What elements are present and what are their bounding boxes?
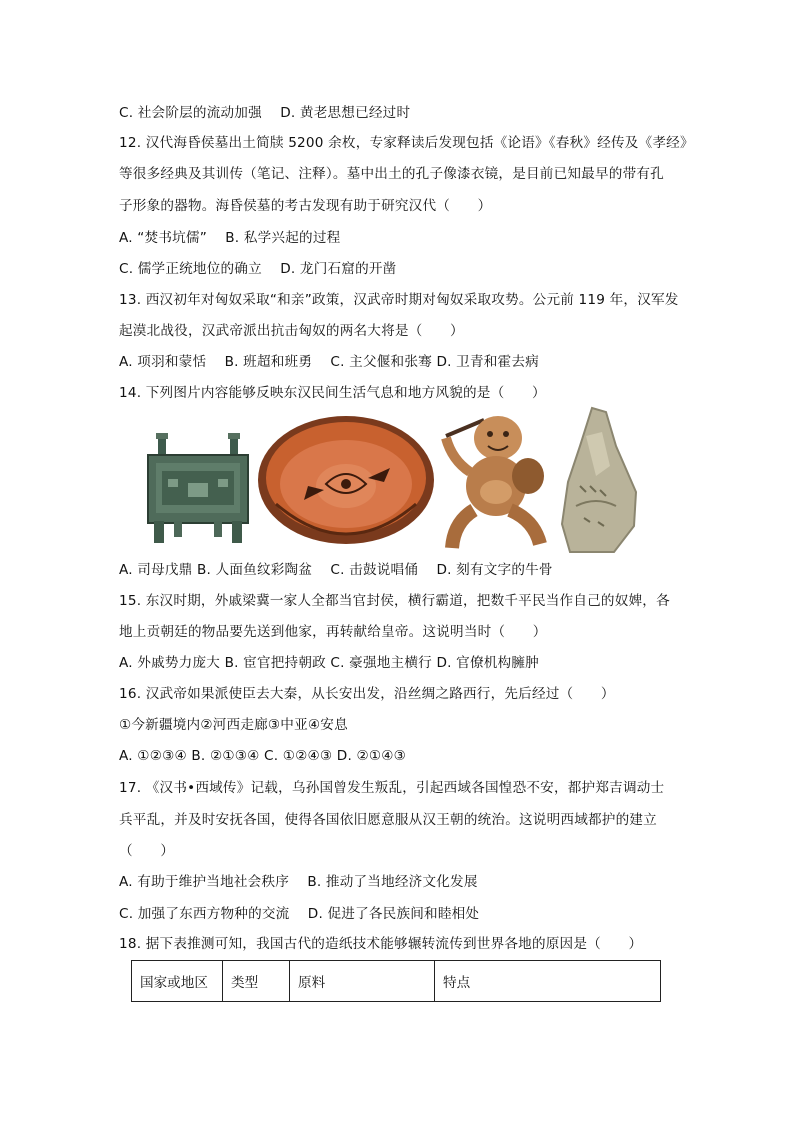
question-13-line-2: 起漠北战役，汉武帝派出抗击匈奴的两名大将是（ ） <box>119 323 464 339</box>
question-15-line-1: 15. 东汉时期，外戚梁冀一家人全都当官封侯，横行霸道，把数千平民当作自己的奴婢，各 <box>119 593 670 609</box>
question-17-line-3: （ ） <box>119 843 175 859</box>
question-17-line-1: 17. 《汉书•西域传》记载，乌孙国曾发生叛乱，引起西域各国惶恐不安，都护郑吉调动士 <box>119 780 665 796</box>
question-14-line-1: 14. 下列图片内容能够反映东汉民间生活气息和地方风貌的是（ ） <box>119 385 546 401</box>
inscribed-ox-bone-image <box>556 406 646 554</box>
table-header-cell: 特点 <box>435 961 661 1002</box>
question-13-options: A. 项羽和蒙恬 B. 班超和班勇 C. 主父偃和张骞 D. 卫青和霍去病 <box>119 354 539 370</box>
table-header-cell: 类型 <box>223 961 290 1002</box>
table-header-cell: 原料 <box>290 961 435 1002</box>
question-16-line-2: ①今新疆境内②河西走廊③中亚④安息 <box>119 717 348 733</box>
question-12-options-1: A. “焚书坑儒” B. 私学兴起的过程 <box>119 230 341 246</box>
question-12-options-2: C. 儒学正统地位的确立 D. 龙门石窟的开凿 <box>119 261 397 277</box>
question-17-line-2: 兵平乱，并及时安抚各国，使得各国依旧愿意服从汉王朝的统治。这说明西域都护的建立 <box>119 812 657 828</box>
question-16-options: A. ①②③④ B. ②①③④ C. ①②④③ D. ②①④③ <box>119 748 407 764</box>
question-12-line-3: 子形象的器物。海昏侯墓的考古发现有助于研究汉代（ ） <box>119 198 492 214</box>
question-14-images <box>138 406 658 556</box>
question-17-options-2: C. 加强了东西方物种的交流 D. 促进了各民族间和睦相处 <box>119 906 480 922</box>
table-header-cell: 国家或地区 <box>132 961 223 1002</box>
question-18-line-1: 18. 据下表推测可知，我国古代的造纸技术能够辗转流传到世界各地的原因是（ ） <box>119 936 643 952</box>
ding-vessel-image <box>144 431 252 543</box>
question-12-line-2: 等很多经典及其训传（笔记、注释）。墓中出土的孔子像漆衣镜，是目前已知最早的带有孔 <box>119 166 664 182</box>
question-14-options: A. 司母戊鼎 B. 人面鱼纹彩陶盆 C. 击鼓说唱俑 D. 刻有文字的牛骨 <box>119 562 553 578</box>
question-13-line-1: 13. 西汉初年对匈奴采取“和亲”政策，汉武帝时期对匈奴采取攻势。公元前 119 年，汉军发 <box>119 292 679 308</box>
drum-storyteller-figurine-image <box>440 410 550 556</box>
question-16-line-1: 16. 汉武帝如果派使臣去大秦，从长安出发，沿丝绸之路西行，先后经过（ ） <box>119 686 615 702</box>
painted-pottery-basin-image <box>256 414 436 554</box>
table-header-row <box>132 961 661 1002</box>
question-12-line-1: 12. 汉代海昏侯墓出土简牍 5200 余枚，专家释读后发现包括《论语》《春秋》经传及《孝经》 <box>119 135 694 151</box>
question-17-options-1: A. 有助于维护当地社会秩序 B. 推动了当地经济文化发展 <box>119 874 478 890</box>
question-18-table <box>131 960 661 1002</box>
question-15-line-2: 地上贡朝廷的物品要先送到他家，再转献给皇帝。这说明当时（ ） <box>119 624 547 640</box>
text-line-1: C. 社会阶层的流动加强 D. 黄老思想已经过时 <box>119 105 411 121</box>
question-15-options: A. 外戚势力庞大 B. 宦官把持朝政 C. 豪强地主横行 D. 官僚机构臃肿 <box>119 655 539 671</box>
